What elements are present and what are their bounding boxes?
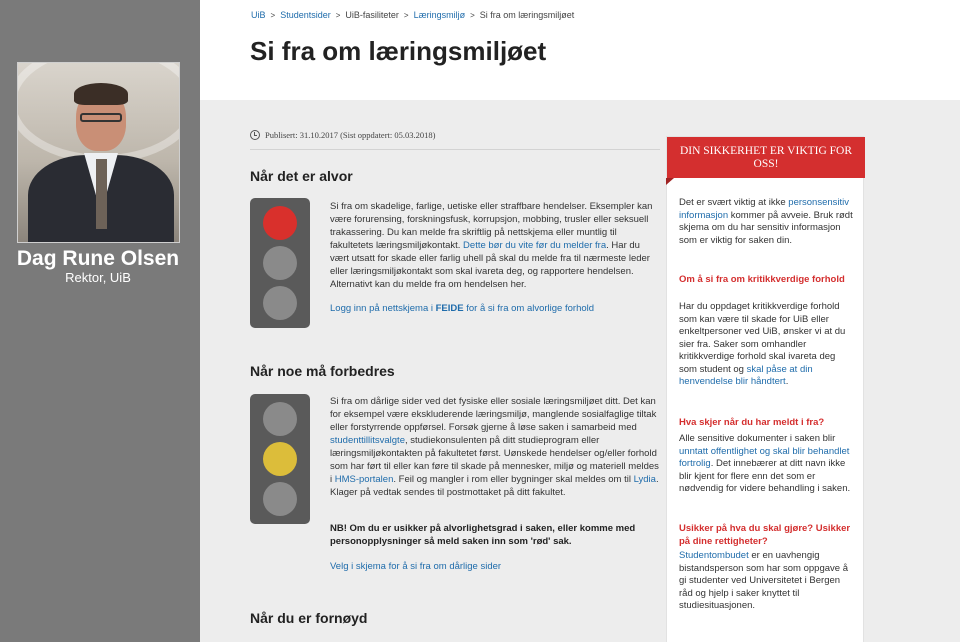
confidential-link[interactable]: unntatt offentlighet og skal blir behandlet fortrolig <box>679 445 850 469</box>
breadcrumb-item-uib[interactable]: UiB <box>251 10 266 20</box>
section-heading-satisfied: Når du er fornøyd <box>250 610 368 626</box>
rights-text <box>679 550 855 613</box>
breadcrumb-item-learning-environment[interactable]: Læringsmiljø <box>413 10 466 20</box>
text: . <box>785 376 789 387</box>
section-heading-serious: Når det er alvor <box>250 168 353 184</box>
text: kommer på avveie. Bruk rødt skjema om du har sensitiv informasjon som er viktig for saken din. <box>679 209 853 246</box>
link-text: Logg inn på nettskjema i <box>330 303 436 314</box>
lamp-red-on <box>263 206 297 240</box>
breadcrumb-separator: > <box>470 11 475 20</box>
text: Alle sensitive dokumenter i saken blir <box>679 433 836 444</box>
photo-hair <box>74 83 128 105</box>
text: Si fra om dårlige sider ved det fysiske eller sosiale læringsmiljøet ditt. Det kan for eksempel være ekskluderende læringsmiljø, manglende sosialfaglige tiltak eller forstyrrende oppførsel. Forsøk gjerne å løse saken i samarbeid med <box>330 396 657 433</box>
critical-text <box>679 301 855 389</box>
breadcrumb-item-studentsider[interactable]: Studentsider <box>280 10 331 20</box>
text: . Klager på vedtak sendes til postmottaket på ditt fakultet. <box>330 474 659 498</box>
sidebar-intro <box>679 197 855 247</box>
lydia-link[interactable]: Lydia <box>633 474 656 485</box>
main-content <box>250 100 660 642</box>
breadcrumb-separator: > <box>403 11 409 20</box>
portrait-photo <box>17 62 180 243</box>
lamp-red-off <box>263 402 297 436</box>
text: , studiekonsulenten på ditt studieprogram eller læringsmiljøkontakten på fakultetet først. Uønskede hendelser og/eller forhold som har ført til eller kan føre til skade på mennesker, miljø og materiell meldes i <box>330 435 659 485</box>
lamp-green-off <box>263 286 297 320</box>
link-text: for å si fra om alvorlige forhold <box>463 303 595 314</box>
text: . Har du vært utsatt for skade eller farlig uhell på skal du melde fra til nærmeste leder eller læringsmiljøkontakt som skal ivareta deg, og rapportere hendelsen. Alternativt kan du melde fra om hendelsen her. <box>330 240 650 290</box>
safety-banner: DIN SIKKERHET ER VIKTIG FOR OSS! <box>667 137 865 178</box>
banner-fold <box>666 178 674 185</box>
text: . Det innebærer at ditt navn ikke blir kjent for flere enn det som er nødvendig for videre behandling i saken. <box>679 458 851 494</box>
clock-icon <box>250 130 260 140</box>
person-role: Rektor, UiB <box>65 270 131 285</box>
feide-label: FEIDE <box>435 303 464 314</box>
lamp-green-off <box>263 482 297 516</box>
divider <box>250 149 660 150</box>
traffic-light-red-icon <box>250 198 310 328</box>
critical-heading: Om å si fra om kritikkverdige forhold <box>679 274 845 285</box>
section-text-serious <box>330 200 660 291</box>
text: . Feil og mangler i rom eller bygninger skal meldes om til <box>393 474 634 485</box>
text: Har du oppdaget kritikkverdige forhold som kan være til skade for UiB eller enkeltpersoner ved UiB, ønsker vi at du sier fra. Saker som omhandler kritikkverdige forhold skal ivareta deg som student og <box>679 301 846 375</box>
publish-info <box>250 130 435 140</box>
breadcrumb-separator: > <box>270 11 276 20</box>
before-reporting-link[interactable]: Dette bør du vite før du melder fra <box>463 240 607 251</box>
left-panel <box>0 0 200 642</box>
photo-glasses <box>80 113 122 122</box>
page-header <box>200 0 960 100</box>
photo-tie <box>96 159 107 229</box>
safety-sidebar <box>666 136 864 642</box>
text: er en uavhengig bistandsperson som har som oppgave å gi studenter ved Universitetet i Bergen råd og hjelp i saker knyttet til studiesituasjonen. <box>679 550 848 611</box>
page-title: Si fra om læringsmiljøet <box>250 36 547 66</box>
handling-link[interactable]: skal påse at din henvendelse blir håndtert <box>679 363 813 387</box>
after-report-text <box>679 433 855 496</box>
publish-date: Publisert: 31.10.2017 (Sist oppdatert: 05.03.2018) <box>265 130 436 140</box>
lamp-yellow-on <box>263 442 297 476</box>
student-ombudsman-link[interactable]: Studentombudet <box>679 550 749 561</box>
feide-report-link[interactable] <box>330 303 594 314</box>
student-representatives-link[interactable]: studenttillitsvalgte <box>330 435 405 446</box>
rights-heading: Usikker på hva du skal gjøre? Usikker på dine rettigheter? <box>679 523 851 547</box>
section-heading-improve: Når noe må forbedres <box>250 363 395 379</box>
section-text-improve <box>330 395 660 499</box>
breadcrumb-current: Si fra om læringsmiljøet <box>479 10 575 20</box>
after-report-heading: Hva skjer når du har meldt i fra? <box>679 417 825 428</box>
text: Det er svært viktig at ikke <box>679 197 789 208</box>
poor-conditions-report-link[interactable]: Velg i skjema for å si fra om dårlige sider <box>330 561 502 572</box>
severity-note: NB! Om du er usikker på alvorlighetsgrad i saken, eller komme med personopplysninger så meld saken inn som 'rød' sak. <box>330 523 636 547</box>
breadcrumb <box>251 10 574 20</box>
lamp-yellow-off <box>263 246 297 280</box>
traffic-light-yellow-icon <box>250 394 310 524</box>
breadcrumb-separator: > <box>335 11 341 20</box>
text: Si fra om skadelige, farlige, uetiske eller straffbare hendelser. Eksempler kan være forurensing, forskningsfusk, korrupsjon, mobbing, trusler eller seksuell trakassering. Du kan melde fra skriftlig på nettskjema eller muntlig til fakultetets læringsmiljøkontakt. <box>330 201 653 251</box>
breadcrumb-item-facilities[interactable]: UiB-fasiliteter <box>345 10 399 20</box>
person-name: Dag Rune Olsen <box>16 247 180 270</box>
sensitive-info-link[interactable]: personsensitiv informasjon <box>679 197 850 221</box>
hms-portal-link[interactable]: HMS-portalen <box>334 474 394 485</box>
